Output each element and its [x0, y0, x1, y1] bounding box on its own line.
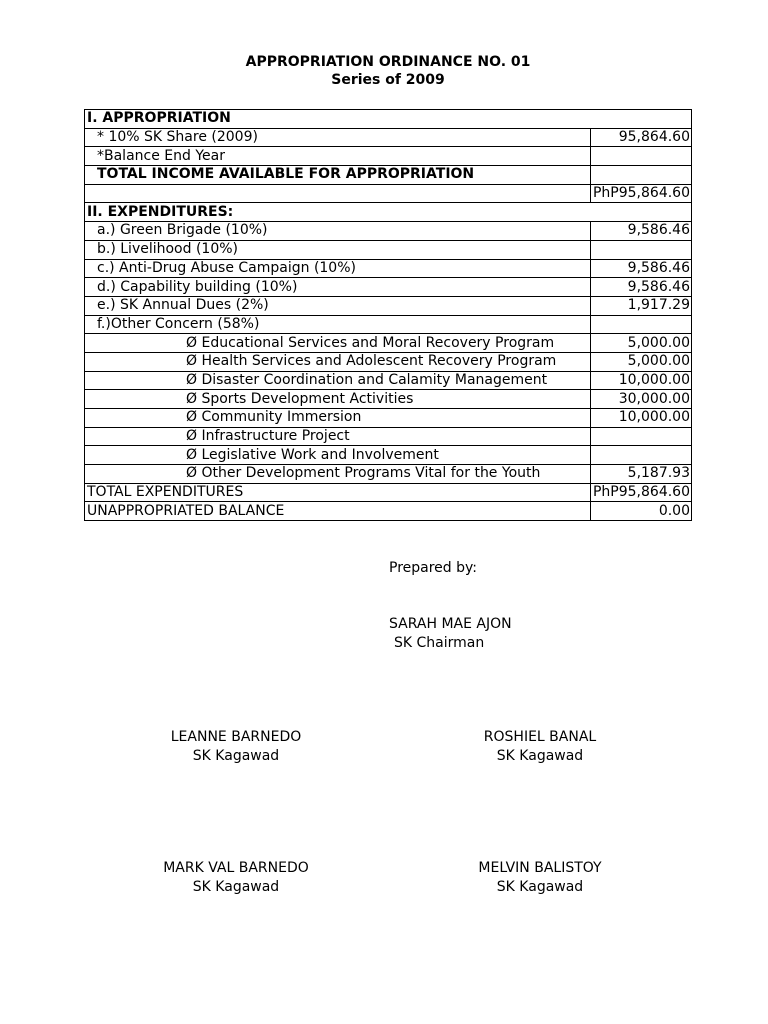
table-row — [85, 483, 692, 502]
table-row — [85, 296, 692, 315]
chairman-name: SARAH MAE AJON — [389, 616, 512, 632]
row-amount — [590, 147, 691, 166]
row-label: a.) Green Brigade (10%) — [85, 222, 591, 241]
table-row — [85, 184, 692, 203]
kagawad-signature — [440, 859, 640, 897]
total-income-amount: PhP95,864.60 — [590, 184, 691, 203]
row-amount — [590, 427, 691, 446]
row-label: Ø Sports Development Activities — [85, 390, 591, 409]
kagawad-name: ROSHIEL BANAL — [483, 729, 597, 745]
row-amount: 1,917.29 — [590, 296, 691, 315]
chairman-signature — [389, 615, 512, 653]
row-amount: 5,000.00 — [590, 352, 691, 371]
row-amount: 10,000.00 — [590, 409, 691, 428]
row-amount: 9,586.46 — [590, 259, 691, 278]
row-amount: 10,000.00 — [590, 371, 691, 390]
row-label: Ø Other Development Programs Vital for the Youth — [85, 465, 591, 484]
kagawad-title: SK Kagawad — [192, 748, 280, 764]
document-title: APPROPRIATION ORDINANCE NO. 01 — [245, 54, 531, 70]
kagawad-title: SK Kagawad — [192, 879, 280, 895]
row-label: f.)Other Concern (58%) — [85, 315, 591, 334]
table-row — [85, 147, 692, 166]
table-row — [85, 128, 692, 147]
table-row — [85, 390, 692, 409]
row-label: Ø Health Services and Adolescent Recovery Program — [85, 352, 591, 371]
document-subtitle: Series of 2009 — [331, 72, 445, 88]
kagawad-signature — [136, 728, 336, 766]
row-amount — [590, 166, 691, 185]
kagawad-signature — [440, 728, 640, 766]
prepared-by-label: Prepared by: — [389, 560, 477, 576]
row-label: * 10% SK Share (2009) — [85, 128, 591, 147]
total-expenditures-amount: PhP95,864.60 — [590, 483, 691, 502]
table-row — [85, 278, 692, 297]
table-row — [85, 315, 692, 334]
row-label: e.) SK Annual Dues (2%) — [85, 296, 591, 315]
table-row — [85, 166, 692, 185]
section-heading-expenditures: II. EXPENDITURES: — [85, 203, 692, 222]
kagawad-title: SK Kagawad — [496, 748, 584, 764]
table-row — [85, 110, 692, 129]
table-row — [85, 371, 692, 390]
row-amount: 9,586.46 — [590, 278, 691, 297]
kagawad-name: MELVIN BALISTOY — [478, 860, 602, 876]
row-amount: 5,000.00 — [590, 334, 691, 353]
row-label: Ø Disaster Coordination and Calamity Management — [85, 371, 591, 390]
table-row — [85, 203, 692, 222]
table-row — [85, 446, 692, 465]
row-label: Ø Community Immersion — [85, 409, 591, 428]
kagawad-signature — [136, 859, 336, 897]
row-amount — [590, 315, 691, 334]
row-label: b.) Livelihood (10%) — [85, 240, 591, 259]
row-label: c.) Anti-Drug Abuse Campaign (10%) — [85, 259, 591, 278]
row-amount: 95,864.60 — [590, 128, 691, 147]
row-amount: 9,586.46 — [590, 222, 691, 241]
section-heading-appropriation: I. APPROPRIATION — [85, 110, 692, 129]
appropriation-table — [84, 109, 692, 521]
row-amount: 5,187.93 — [590, 465, 691, 484]
row-amount: 30,000.00 — [590, 390, 691, 409]
total-income-label: TOTAL INCOME AVAILABLE FOR APPROPRIATION — [85, 166, 591, 185]
table-row — [85, 409, 692, 428]
row-label: Ø Educational Services and Moral Recovery Program — [85, 334, 591, 353]
unappropriated-balance-label: UNAPPROPRIATED BALANCE — [85, 502, 591, 521]
row-label: *Balance End Year — [85, 147, 591, 166]
table-row — [85, 240, 692, 259]
row-amount — [590, 240, 691, 259]
table-row — [85, 465, 692, 484]
table-row — [85, 427, 692, 446]
row-label: d.) Capability building (10%) — [85, 278, 591, 297]
table-row — [85, 352, 692, 371]
row-label — [85, 184, 591, 203]
row-label: Ø Legislative Work and Involvement — [85, 446, 591, 465]
table-row — [85, 334, 692, 353]
chairman-title: SK Chairman — [394, 635, 485, 651]
unappropriated-balance-amount: 0.00 — [590, 502, 691, 521]
table-row — [85, 502, 692, 521]
kagawad-name: LEANNE BARNEDO — [170, 729, 302, 745]
total-expenditures-label: TOTAL EXPENDITURES — [85, 483, 591, 502]
table-row — [85, 259, 692, 278]
kagawad-name: MARK VAL BARNEDO — [163, 860, 309, 876]
table-row — [85, 222, 692, 241]
row-amount — [590, 446, 691, 465]
row-label: Ø Infrastructure Project — [85, 427, 591, 446]
kagawad-title: SK Kagawad — [496, 879, 584, 895]
